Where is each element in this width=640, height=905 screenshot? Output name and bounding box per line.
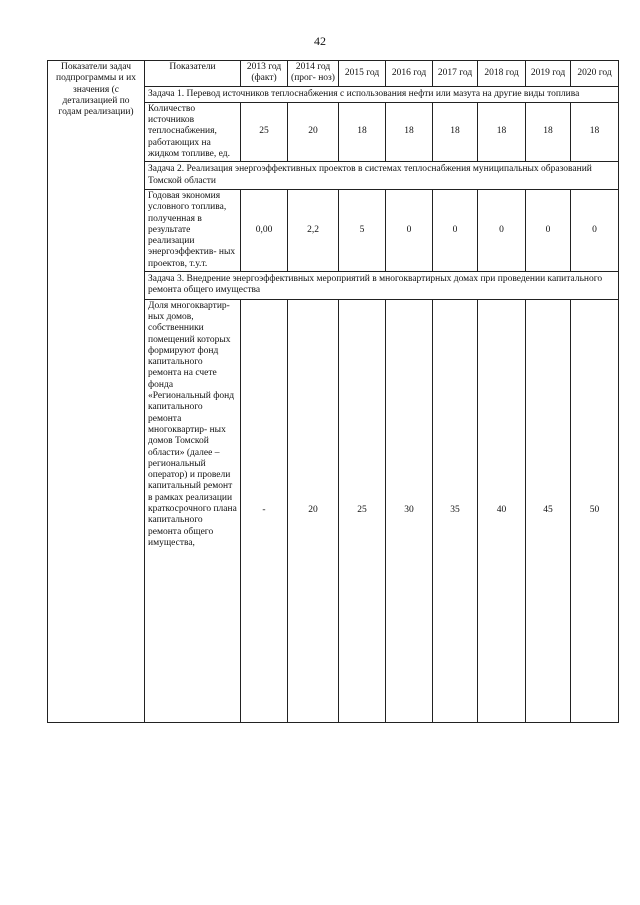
value-cell: 18 <box>386 102 433 161</box>
task-title: Задача 2. Реализация энергоэффективных проектов в системах теплоснабжения муниципальных образований Томской области <box>145 162 619 190</box>
value-cell: 20 <box>288 299 339 722</box>
indicator-name: Количество источников теплоснабжения, работающих на жидком топливе, ед. <box>145 102 241 161</box>
year-header: 2018 год <box>478 61 526 87</box>
value-cell: 0 <box>571 189 619 271</box>
value-cell: 25 <box>241 102 288 161</box>
year-header: 2016 год <box>386 61 433 87</box>
year-header: 2013 год (факт) <box>241 61 288 87</box>
value-cell: 0 <box>478 189 526 271</box>
value-cell: 18 <box>478 102 526 161</box>
value-cell: 18 <box>526 102 571 161</box>
value-cell: 2,2 <box>288 189 339 271</box>
value-cell: 0,00 <box>241 189 288 271</box>
value-cell: 40 <box>478 299 526 722</box>
value-cell: 45 <box>526 299 571 722</box>
year-header: 2014 год (прог- ноз) <box>288 61 339 87</box>
year-header: 2015 год <box>339 61 386 87</box>
value-cell: 30 <box>386 299 433 722</box>
value-cell: 35 <box>433 299 478 722</box>
indicator-name: Годовая экономия условного топлива, полученная в результате реализации энергоэффектив- ных проектов, т.у.т. <box>145 189 241 271</box>
value-cell: 0 <box>433 189 478 271</box>
task-title: Задача 1. Перевод источников теплоснабжения с использования нефти или мазута на другие виды топлива <box>145 86 619 102</box>
task-title: Задача 3. Внедрение энергоэффективных мероприятий в многоквартирных домах при проведении капитального ремонта общего имущества <box>145 272 619 300</box>
value-cell: 0 <box>526 189 571 271</box>
value-cell: - <box>241 299 288 722</box>
value-cell: 50 <box>571 299 619 722</box>
value-cell: 25 <box>339 299 386 722</box>
table-header-row <box>48 61 619 87</box>
year-header: 2017 год <box>433 61 478 87</box>
subprogram-label-cell: Показатели задач подпрограммы и их значения (с детализацией по годам реализации) <box>48 61 145 723</box>
indicators-table <box>47 60 619 723</box>
indicator-header: Показатели <box>145 61 241 87</box>
value-cell: 5 <box>339 189 386 271</box>
value-cell: 18 <box>433 102 478 161</box>
value-cell: 20 <box>288 102 339 161</box>
year-header: 2019 год <box>526 61 571 87</box>
value-cell: 18 <box>339 102 386 161</box>
year-header: 2020 год <box>571 61 619 87</box>
value-cell: 0 <box>386 189 433 271</box>
page-number: 42 <box>314 34 326 48</box>
value-cell: 18 <box>571 102 619 161</box>
indicator-name: Доля многоквартир- ных домов, собственники помещений которых формируют фонд капитального ремонта на счете фонда «Региональный фонд капитального ремонта многоквартир- ных домов Томской области» (далее – региональный оператор) и провели капитальный ремонт в рамках реализации краткосрочного плана капитального ремонта общего имущества, <box>145 299 241 722</box>
